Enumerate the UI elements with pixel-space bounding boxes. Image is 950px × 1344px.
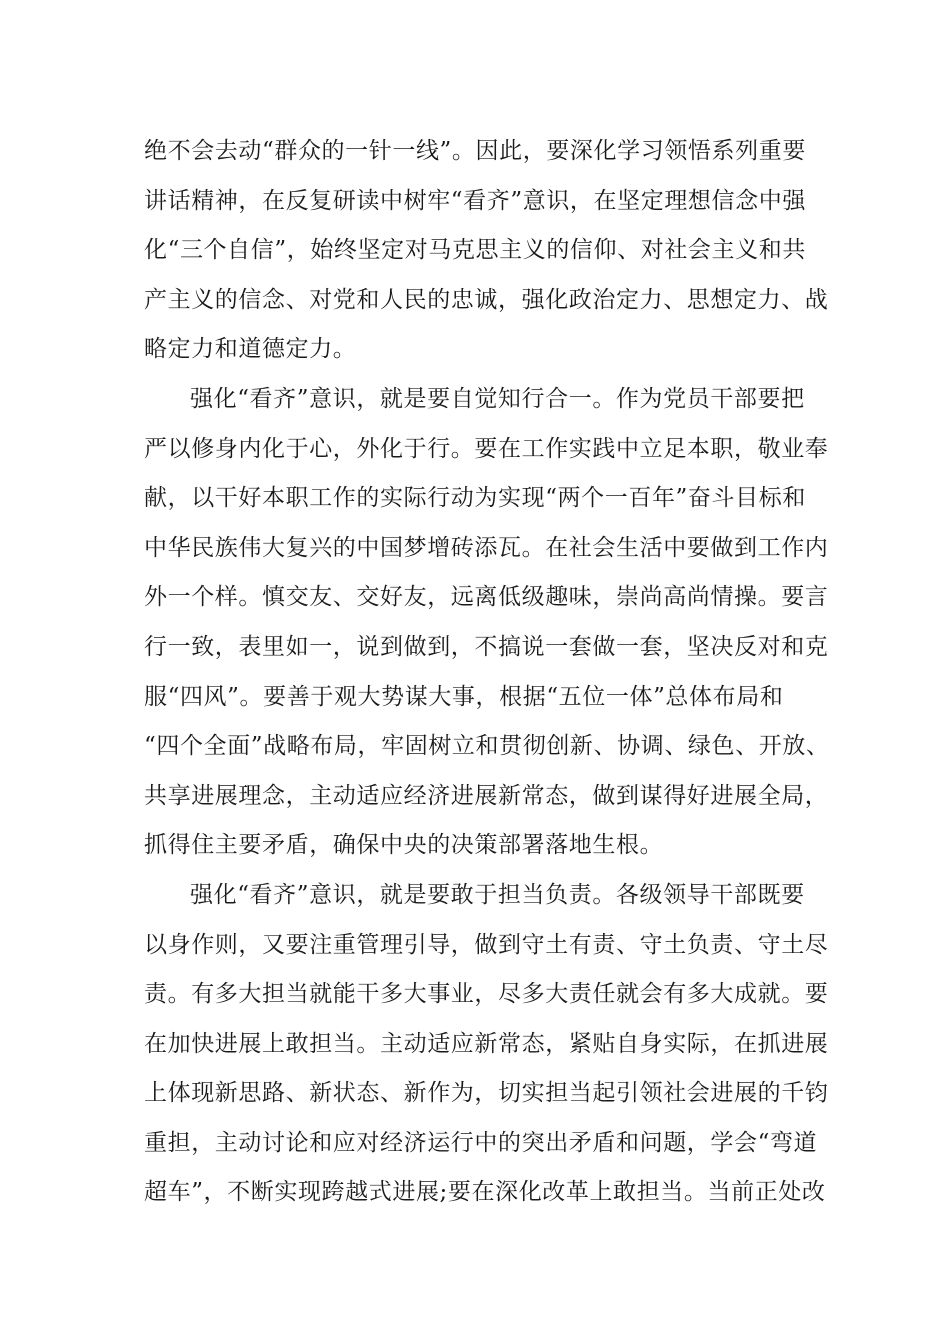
paragraph-2	[144, 375, 830, 871]
text-line: 化“三个自信”，始终坚定对马克思主义的信仰、对社会主义和共	[144, 237, 806, 264]
text-line: 上体现新思路、新状态、新作为，切实担当起引领社会进展的千钧	[144, 1080, 829, 1107]
text-line: 服“四风”。要善于观大势谋大事，根据“五位一体”总体布局和	[144, 683, 784, 710]
text-line: 中华民族伟大复兴的中国梦增砖添瓦。在社会生活中要做到工作内	[144, 534, 829, 561]
text-line: 强化“看齐”意识，就是要敢于担当负责。各级领导干部既要	[190, 881, 805, 908]
text-line: 重担，主动讨论和应对经济运行中的突出矛盾和问题，学会“弯道	[144, 1129, 818, 1156]
text-line: 强化“看齐”意识，就是要自觉知行合一。作为党员干部要把	[190, 385, 805, 412]
text-line: 略定力和道德定力。	[144, 336, 357, 363]
document-body	[144, 127, 830, 1218]
text-line: 责。有多大担当就能干多大事业，尽多大责任就会有多大成就。要	[144, 981, 829, 1008]
text-line: 共享进展理念，主动适应经济进展新常态，做到谋得好进展全局，	[144, 782, 829, 809]
text-line: 产主义的信念、对党和人民的忠诚，强化政治定力、思想定力、战	[144, 286, 829, 313]
paragraph-3	[144, 871, 829, 1218]
text-line: 绝不会去动“群众的一针一线”。因此，要深化学习领悟系列重要	[144, 138, 806, 164]
text-line: 超车”，不断实现跨越式进展;要在深化改革上敢担当。当前正处改	[144, 1179, 826, 1206]
text-line: 献，以干好本职工作的实际行动为实现“两个一百年”奋斗目标和	[144, 485, 806, 512]
text-line: 严以修身内化于心，外化于行。要在工作实践中立足本职，敬业奉	[144, 435, 829, 462]
text-line: 行一致，表里如一，说到做到，不搞说一套做一套，坚决反对和克	[144, 633, 829, 660]
text-line: “四个全面”战略布局，牢固树立和贯彻创新、协调、绿色、开放、	[144, 733, 830, 760]
text-line: 在加快进展上敢担当。主动适应新常态，紧贴自身实际，在抓进展	[144, 1030, 829, 1057]
paragraph-1	[144, 127, 829, 375]
text-line: 讲话精神，在反复研读中树牢“看齐”意识，在坚定理想信念中强	[144, 187, 806, 214]
text-line: 外一个样。慎交友、交好友，远离低级趣味，崇尚高尚情操。要言	[144, 584, 829, 611]
text-line: 以身作则，又要注重管理引导，做到守土有责、守土负责、守土尽	[144, 931, 829, 958]
text-line: 抓得住主要矛盾，确保中央的决策部署落地生根。	[144, 832, 664, 859]
